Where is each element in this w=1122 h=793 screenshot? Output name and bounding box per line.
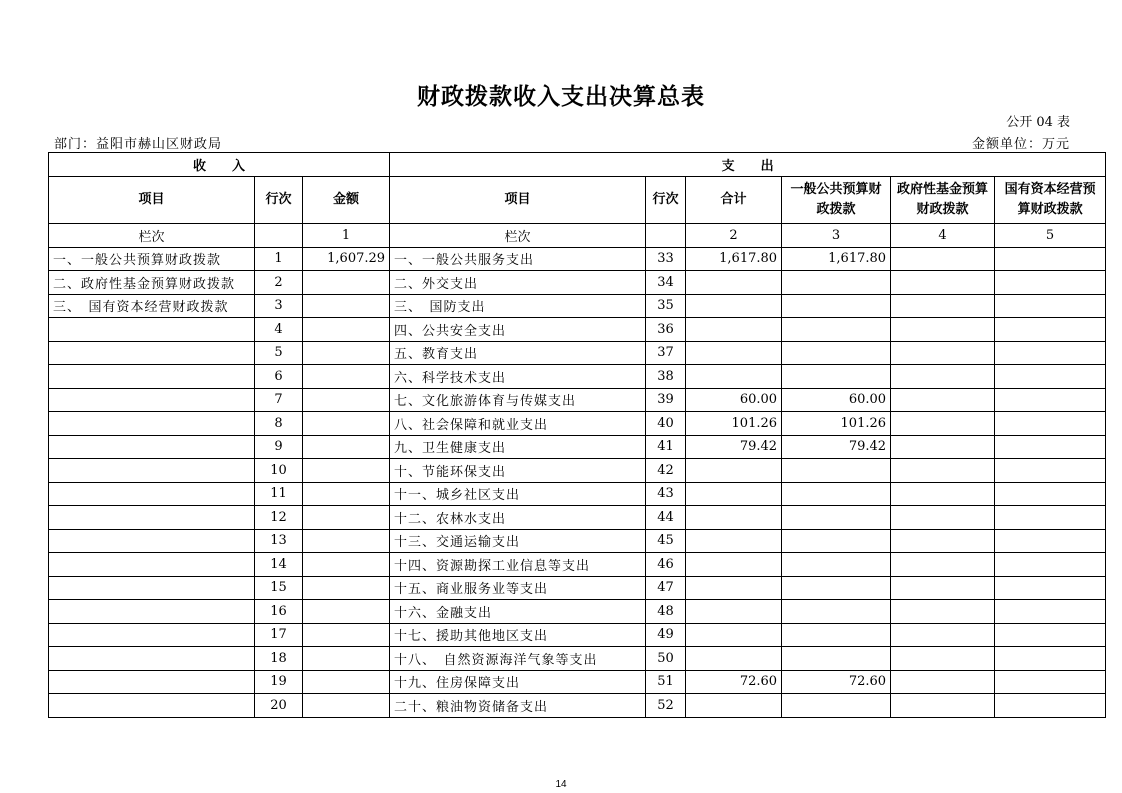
expense-line-cell: 50 — [646, 647, 686, 671]
table-row — [49, 271, 1106, 295]
total-cell — [686, 365, 782, 389]
total-cell — [686, 576, 782, 600]
table-row — [49, 365, 1106, 389]
gov-fund-cell — [891, 412, 995, 436]
income-amount-cell — [303, 412, 390, 436]
income-line-cell: 9 — [255, 435, 303, 459]
column-number-label: 栏次 — [49, 224, 255, 248]
income-line-cell: 20 — [255, 694, 303, 718]
state-capital-cell — [995, 506, 1106, 530]
gov-fund-cell — [891, 435, 995, 459]
column-number-cell: 4 — [891, 224, 995, 248]
income-amount-cell — [303, 623, 390, 647]
general-budget-cell — [782, 576, 891, 600]
gov-fund-cell — [891, 694, 995, 718]
gov-fund-cell — [891, 341, 995, 365]
expense-item-cell: 十六、金融支出 — [390, 600, 646, 624]
state-capital-cell — [995, 294, 1106, 318]
income-amount-cell: 1,607.29 — [303, 247, 390, 271]
column-number-row — [49, 224, 1106, 248]
income-line-header: 行次 — [255, 177, 303, 224]
income-item-cell — [49, 412, 255, 436]
expense-item-cell: 八、社会保障和就业支出 — [390, 412, 646, 436]
expense-item-cell: 十三、交通运输支出 — [390, 529, 646, 553]
income-amount-header: 金额 — [303, 177, 390, 224]
income-line-cell: 16 — [255, 600, 303, 624]
state-capital-cell — [995, 271, 1106, 295]
state-capital-cell — [995, 647, 1106, 671]
income-amount-cell — [303, 482, 390, 506]
general-budget-cell — [782, 506, 891, 530]
gov-fund-cell — [891, 247, 995, 271]
gov-fund-cell — [891, 623, 995, 647]
column-number-cell — [646, 224, 686, 248]
general-budget-cell — [782, 341, 891, 365]
expense-item-cell: 十二、农林水支出 — [390, 506, 646, 530]
table-row — [49, 459, 1106, 483]
expense-item-cell: 十八、 自然资源海洋气象等支出 — [390, 647, 646, 671]
income-line-cell: 10 — [255, 459, 303, 483]
expense-line-cell: 44 — [646, 506, 686, 530]
income-amount-cell — [303, 388, 390, 412]
general-budget-cell — [782, 600, 891, 624]
income-line-cell: 19 — [255, 670, 303, 694]
income-amount-cell — [303, 435, 390, 459]
income-line-cell: 12 — [255, 506, 303, 530]
gov-fund-cell — [891, 271, 995, 295]
income-amount-cell — [303, 553, 390, 577]
table-row — [49, 388, 1106, 412]
state-capital-cell — [995, 670, 1106, 694]
general-budget-cell: 79.42 — [782, 435, 891, 459]
expense-line-cell: 35 — [646, 294, 686, 318]
total-cell: 79.42 — [686, 435, 782, 459]
gov-fund-header: 政府性基金预算财政拨款 — [891, 177, 995, 224]
state-capital-cell — [995, 412, 1106, 436]
gov-fund-cell — [891, 365, 995, 389]
expense-item-cell: 七、文化旅游体育与传媒支出 — [390, 388, 646, 412]
expense-item-cell: 六、科学技术支出 — [390, 365, 646, 389]
income-amount-cell — [303, 294, 390, 318]
income-amount-cell — [303, 647, 390, 671]
total-cell: 72.60 — [686, 670, 782, 694]
gov-fund-cell — [891, 576, 995, 600]
expense-line-cell: 33 — [646, 247, 686, 271]
total-cell — [686, 294, 782, 318]
general-budget-cell: 72.60 — [782, 670, 891, 694]
table-row — [49, 482, 1106, 506]
total-cell — [686, 459, 782, 483]
income-amount-cell — [303, 670, 390, 694]
general-budget-cell — [782, 647, 891, 671]
table-row — [49, 670, 1106, 694]
income-item-cell — [49, 318, 255, 342]
income-line-cell: 17 — [255, 623, 303, 647]
income-section-header: 收 入 — [49, 153, 390, 177]
income-item-cell — [49, 576, 255, 600]
general-budget-header: 一般公共预算财政拨款 — [782, 177, 891, 224]
expense-line-cell: 47 — [646, 576, 686, 600]
expense-line-header: 行次 — [646, 177, 686, 224]
income-line-cell: 7 — [255, 388, 303, 412]
income-item-cell — [49, 529, 255, 553]
table-row — [49, 694, 1106, 718]
income-item-cell — [49, 365, 255, 389]
income-amount-cell — [303, 318, 390, 342]
table-row — [49, 341, 1106, 365]
gov-fund-cell — [891, 553, 995, 577]
expense-item-cell: 十五、商业服务业等支出 — [390, 576, 646, 600]
income-item-cell — [49, 435, 255, 459]
expense-line-cell: 43 — [646, 482, 686, 506]
income-amount-cell — [303, 600, 390, 624]
state-capital-cell — [995, 365, 1106, 389]
amount-unit-label: 金额单位：万元 — [971, 137, 1070, 152]
table-row — [49, 247, 1106, 271]
general-budget-cell — [782, 623, 891, 647]
table-row — [49, 647, 1106, 671]
income-amount-cell — [303, 341, 390, 365]
expense-line-cell: 52 — [646, 694, 686, 718]
income-line-cell: 8 — [255, 412, 303, 436]
total-cell — [686, 482, 782, 506]
gov-fund-cell — [891, 459, 995, 483]
income-amount-cell — [303, 529, 390, 553]
expense-line-cell: 45 — [646, 529, 686, 553]
income-line-cell: 2 — [255, 271, 303, 295]
table-row — [49, 600, 1106, 624]
total-cell — [686, 623, 782, 647]
general-budget-cell — [782, 482, 891, 506]
general-budget-cell — [782, 271, 891, 295]
expense-item-cell: 十七、援助其他地区支出 — [390, 623, 646, 647]
income-item-cell — [49, 670, 255, 694]
income-line-cell: 11 — [255, 482, 303, 506]
column-number-cell: 2 — [686, 224, 782, 248]
expense-item-cell: 四、公共安全支出 — [390, 318, 646, 342]
state-capital-cell — [995, 435, 1106, 459]
state-capital-cell — [995, 247, 1106, 271]
general-budget-cell — [782, 294, 891, 318]
expense-item-cell: 十九、住房保障支出 — [390, 670, 646, 694]
income-line-cell: 13 — [255, 529, 303, 553]
section-header-row — [49, 153, 1106, 177]
state-capital-cell — [995, 388, 1106, 412]
total-cell — [686, 600, 782, 624]
total-cell — [686, 553, 782, 577]
income-item-cell — [49, 388, 255, 412]
gov-fund-cell — [891, 529, 995, 553]
general-budget-cell: 60.00 — [782, 388, 891, 412]
expense-section-header: 支 出 — [390, 153, 1106, 177]
expense-line-cell: 51 — [646, 670, 686, 694]
expense-item-cell: 九、卫生健康支出 — [390, 435, 646, 459]
state-capital-cell — [995, 694, 1106, 718]
column-number-cell — [255, 224, 303, 248]
state-capital-cell — [995, 318, 1106, 342]
total-cell: 60.00 — [686, 388, 782, 412]
income-item-cell: 一、一般公共预算财政拨款 — [49, 247, 255, 271]
income-amount-cell — [303, 459, 390, 483]
expense-line-cell: 49 — [646, 623, 686, 647]
total-cell: 1,617.80 — [686, 247, 782, 271]
general-budget-cell — [782, 553, 891, 577]
income-line-cell: 6 — [255, 365, 303, 389]
expense-line-cell: 36 — [646, 318, 686, 342]
gov-fund-cell — [891, 388, 995, 412]
income-item-cell — [49, 553, 255, 577]
general-budget-cell — [782, 459, 891, 483]
state-capital-cell — [995, 529, 1106, 553]
page-title: 财政拨款收入支出决算总表 — [417, 84, 705, 110]
column-number-cell: 5 — [995, 224, 1106, 248]
expense-line-cell: 42 — [646, 459, 686, 483]
expense-item-cell: 三、 国防支出 — [390, 294, 646, 318]
total-cell — [686, 271, 782, 295]
total-cell — [686, 647, 782, 671]
expense-item-cell: 二、外交支出 — [390, 271, 646, 295]
income-amount-cell — [303, 271, 390, 295]
income-amount-cell — [303, 365, 390, 389]
column-number-label: 栏次 — [390, 224, 646, 248]
total-cell — [686, 341, 782, 365]
income-line-cell: 5 — [255, 341, 303, 365]
state-capital-cell — [995, 623, 1106, 647]
gov-fund-cell — [891, 294, 995, 318]
table-row — [49, 553, 1106, 577]
form-number: 公开 04 表 — [1006, 115, 1070, 130]
table-row — [49, 318, 1106, 342]
total-cell: 101.26 — [686, 412, 782, 436]
income-amount-cell — [303, 694, 390, 718]
table-row — [49, 576, 1106, 600]
state-capital-cell — [995, 553, 1106, 577]
state-capital-cell — [995, 576, 1106, 600]
income-item-cell — [49, 600, 255, 624]
expense-item-header: 项目 — [390, 177, 646, 224]
expense-line-cell: 41 — [646, 435, 686, 459]
state-capital-cell — [995, 341, 1106, 365]
income-item-cell — [49, 623, 255, 647]
budget-table — [48, 152, 1106, 718]
income-item-cell — [49, 694, 255, 718]
state-capital-cell — [995, 600, 1106, 624]
expense-line-cell: 48 — [646, 600, 686, 624]
income-line-cell: 1 — [255, 247, 303, 271]
state-capital-cell — [995, 482, 1106, 506]
expense-item-cell: 五、教育支出 — [390, 341, 646, 365]
expense-item-cell: 一、一般公共服务支出 — [390, 247, 646, 271]
gov-fund-cell — [891, 647, 995, 671]
income-item-cell: 三、 国有资本经营财政拨款 — [49, 294, 255, 318]
general-budget-cell — [782, 529, 891, 553]
table-row — [49, 506, 1106, 530]
income-item-cell: 二、政府性基金预算财政拨款 — [49, 271, 255, 295]
department-label: 部门：益阳市赫山区财政局 — [54, 137, 223, 152]
expense-item-cell: 十四、资源勘探工业信息等支出 — [390, 553, 646, 577]
total-header: 合计 — [686, 177, 782, 224]
expense-line-cell: 37 — [646, 341, 686, 365]
table-row — [49, 294, 1106, 318]
column-header-row — [49, 177, 1106, 224]
state-capital-header: 国有资本经营预算财政拨款 — [995, 177, 1106, 224]
general-budget-cell — [782, 365, 891, 389]
expense-item-cell: 十一、城乡社区支出 — [390, 482, 646, 506]
general-budget-cell — [782, 318, 891, 342]
income-item-cell — [49, 647, 255, 671]
gov-fund-cell — [891, 600, 995, 624]
income-item-header: 项目 — [49, 177, 255, 224]
income-line-cell: 3 — [255, 294, 303, 318]
income-line-cell: 15 — [255, 576, 303, 600]
column-number-cell: 3 — [782, 224, 891, 248]
expense-line-cell: 39 — [646, 388, 686, 412]
table-row — [49, 529, 1106, 553]
income-item-cell — [49, 341, 255, 365]
column-number-cell: 1 — [303, 224, 390, 248]
income-amount-cell — [303, 506, 390, 530]
income-item-cell — [49, 506, 255, 530]
total-cell — [686, 318, 782, 342]
income-amount-cell — [303, 576, 390, 600]
general-budget-cell: 101.26 — [782, 412, 891, 436]
income-line-cell: 18 — [255, 647, 303, 671]
state-capital-cell — [995, 459, 1106, 483]
expense-line-cell: 40 — [646, 412, 686, 436]
income-line-cell: 14 — [255, 553, 303, 577]
table-row — [49, 412, 1106, 436]
total-cell — [686, 506, 782, 530]
table-row — [49, 623, 1106, 647]
expense-item-cell: 二十、粮油物资储备支出 — [390, 694, 646, 718]
income-item-cell — [49, 482, 255, 506]
total-cell — [686, 529, 782, 553]
general-budget-cell — [782, 694, 891, 718]
total-cell — [686, 694, 782, 718]
expense-line-cell: 34 — [646, 271, 686, 295]
page-number: 14 — [555, 779, 567, 790]
expense-item-cell: 十、节能环保支出 — [390, 459, 646, 483]
expense-line-cell: 46 — [646, 553, 686, 577]
income-item-cell — [49, 459, 255, 483]
gov-fund-cell — [891, 506, 995, 530]
gov-fund-cell — [891, 318, 995, 342]
general-budget-cell: 1,617.80 — [782, 247, 891, 271]
gov-fund-cell — [891, 670, 995, 694]
gov-fund-cell — [891, 482, 995, 506]
expense-line-cell: 38 — [646, 365, 686, 389]
income-line-cell: 4 — [255, 318, 303, 342]
table-row — [49, 435, 1106, 459]
